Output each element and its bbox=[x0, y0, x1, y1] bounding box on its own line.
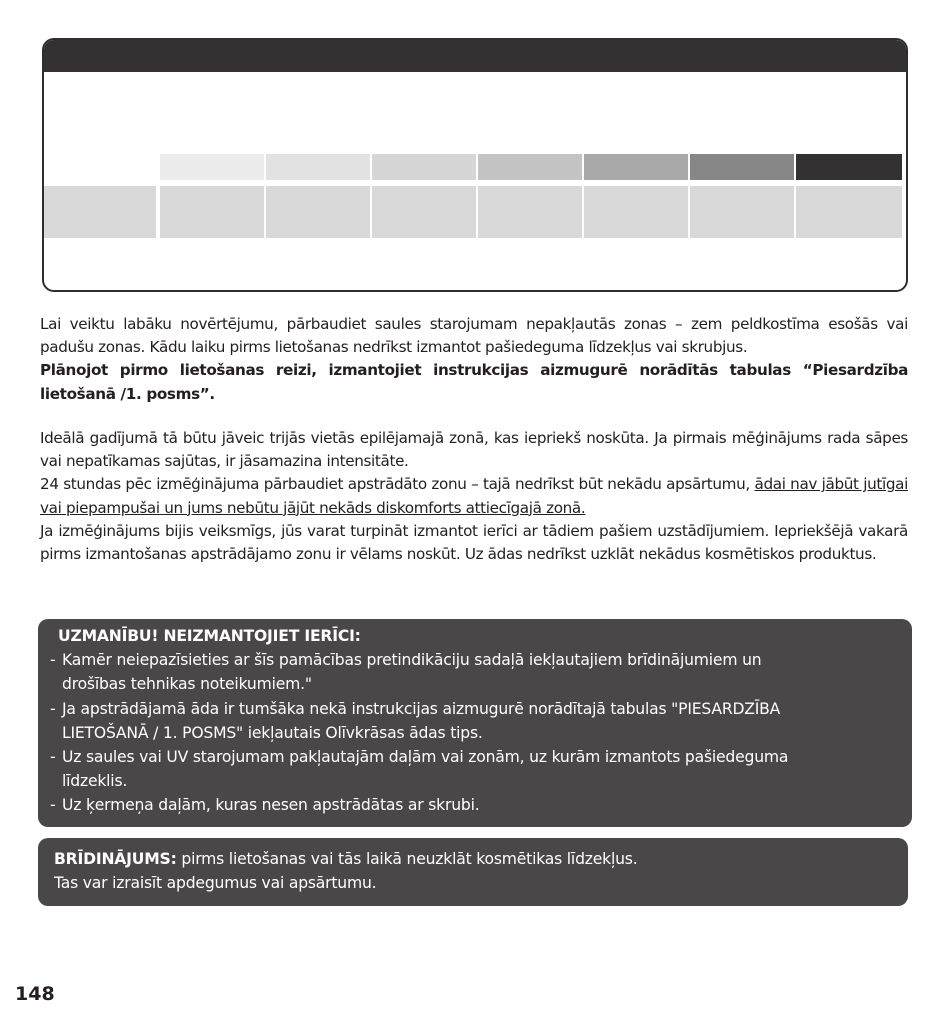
page-number: 148 bbox=[15, 983, 55, 1005]
warning-item-line: drošības tehnikas noteikumiem." bbox=[62, 675, 312, 694]
caution-line-2: Tas var izraisīt apdegumus vai apsārtumu. bbox=[54, 874, 377, 893]
warning-item bbox=[50, 697, 902, 745]
table-cell bbox=[266, 186, 370, 238]
dash-bullet: - bbox=[50, 748, 56, 767]
warning-item-line: līdzeklis. bbox=[62, 772, 128, 791]
warning-box bbox=[38, 619, 912, 827]
success-paragraph: Ja izmēģinājums bijis veiksmīgs, jūs varat turpināt izmantot ierīci ar tādiem pašiem uzstādījumiem. Iepriekšējā vakarā pirms izmantošanas apstrādājamo zonu ir vēlams noskūt. Uz ādas nedrīkst uzklāt nekādus kosmētiskos produktus. bbox=[40, 521, 908, 564]
caution-box bbox=[38, 838, 908, 906]
table-cell bbox=[796, 186, 902, 238]
skin-swatch-4 bbox=[478, 154, 582, 180]
warning-item-line: LIETOŠANĀ / 1. POSMS" iekļautais Olīvkrāsas ādas tips. bbox=[62, 723, 483, 742]
skin-swatch-7 bbox=[796, 154, 902, 180]
skin-swatch-6 bbox=[690, 154, 794, 180]
table-row-label-cell bbox=[44, 186, 156, 238]
warning-item-line: Uz saules vai UV starojumam pakļautajām daļām vai zonām, uz kurām izmantots pašiedeguma bbox=[62, 748, 789, 767]
dash-bullet: - bbox=[50, 651, 56, 670]
intro-paragraph: Lai veiktu labāku novērtējumu, pārbaudiet saules starojumam nepakļautās zonas – zem peldkostīma esošās vai padušu zonas. Kādu laiku pirms lietošanas nedrīkst izmantot pašiedeguma līdzekļus vai skrubjus. bbox=[40, 315, 908, 357]
check-underlined-text: ādai nav jābūt jutīgai vai piepampušai un jums nebūtu jājūt nekāds diskomforts attiecīgajā zonā. bbox=[40, 475, 908, 517]
warning-title: UZMANĪBU! NEIZMANTOJIET IERĪCI: bbox=[58, 627, 361, 645]
caution-label: BRĪDINĀJUMS: bbox=[54, 850, 177, 868]
skin-swatch-5 bbox=[584, 154, 688, 180]
warning-item-line: Ja apstrādājamā āda ir tumšāka nekā instrukcijas aizmugurē norādītajā tabulas "PIESARDZĪBA bbox=[62, 699, 781, 718]
dash-bullet: - bbox=[50, 699, 56, 718]
warning-item bbox=[50, 745, 902, 793]
table-cell bbox=[584, 186, 688, 238]
caution-line bbox=[54, 847, 894, 871]
skin-swatch-2 bbox=[266, 154, 370, 180]
warning-item bbox=[50, 648, 902, 696]
test-paragraph: Ideālā gadījumā tā būtu jāveic trijās vietās epilējamajā zonā, kas iepriekš noskūta. Ja pirmais mēģinājums rada sāpes vai nepatīkamas sajūtas, ir jāsamazina intensitāte. bbox=[40, 429, 908, 471]
intro-bold-paragraph: Plānojot pirmo lietošanas reizi, izmantojiet instrukcijas aizmugurē norādītās tabulas “Piesardzība lietošanā /1. posms”. bbox=[40, 361, 908, 403]
warning-item-line: Uz ķermeņa daļām, kuras nesen apstrādātas ar skrubi. bbox=[62, 796, 480, 815]
table-cell bbox=[690, 186, 794, 238]
table-cell bbox=[478, 186, 582, 238]
skin-swatch-1 bbox=[160, 154, 264, 180]
table-cell bbox=[160, 186, 264, 238]
caution-text: pirms lietošanas vai tās laikā neuzklāt kosmētikas līdzekļus. bbox=[176, 850, 638, 868]
check-paragraph bbox=[40, 473, 908, 519]
skin-swatch-3 bbox=[372, 154, 476, 180]
check-text: 24 stundas pēc izmēģinājuma pārbaudiet apstrādāto zonu – tajā nedrīkst būt nekādu apsārtumu, bbox=[40, 475, 755, 494]
intro-section bbox=[40, 313, 908, 406]
table-cell bbox=[372, 186, 476, 238]
warning-item-line: Kamēr neiepazīsieties ar šīs pamācības pretindikāciju sadaļā iekļautajiem brīdinājumiem un bbox=[62, 651, 762, 670]
dash-bullet: - bbox=[50, 796, 56, 815]
skin-tone-table bbox=[42, 38, 908, 292]
warning-item bbox=[50, 793, 902, 817]
table-header-bar bbox=[44, 40, 906, 72]
test-section bbox=[40, 427, 908, 566]
